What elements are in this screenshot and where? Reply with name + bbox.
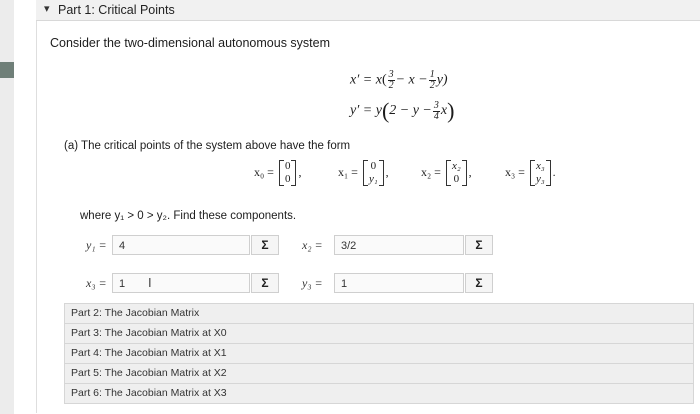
vector-x2: x₂ = x₂ 0 , [421, 160, 472, 185]
y3-field[interactable] [334, 273, 464, 293]
text-cursor-icon: I [148, 275, 152, 290]
parts-list [64, 303, 694, 404]
x3-input[interactable] [113, 275, 249, 293]
eq2-mid: 2 − y − [389, 103, 432, 119]
vector-x1: x₁ = 0 y₁ , [338, 160, 389, 185]
x2-sigma-button[interactable]: Σ [465, 235, 493, 255]
x1-label: x₁ = [338, 164, 358, 179]
part3-item[interactable]: Part 3: The Jacobian Matrix at X0 [64, 323, 694, 343]
x2-field[interactable] [334, 235, 464, 255]
x0-matrix: 0 0 [279, 160, 297, 186]
eq2-frac: $\frac{3}{4}$ [433, 99, 439, 122]
part-a-label: (a) The critical points of the system above have the form [64, 140, 351, 152]
collapse-caret-icon[interactable]: ▾ [44, 3, 50, 15]
part1-header[interactable] [36, 0, 700, 21]
eq1-frac1: $\frac{3}{2}$ [388, 69, 394, 91]
equation-y: y′ = y(2 − y − $\frac{3}{4}$ x) [350, 98, 455, 123]
eq1-lhs: x′ = x [350, 72, 382, 88]
x3-label: x₃ = [86, 276, 107, 290]
intro-text: Consider the two-dimensional autonomous system [50, 36, 330, 50]
y1-sigma-button[interactable]: Σ [251, 235, 279, 255]
x2-label: x₂ = [421, 164, 441, 179]
y1-label: y₁ = [86, 238, 107, 252]
vector-x0: x₀ = 0 0 , [254, 160, 302, 185]
x1-matrix: 0 y₁ [363, 160, 384, 186]
eq1-mid: − x − [395, 72, 428, 88]
y3-sigma-button[interactable]: Σ [465, 273, 493, 293]
x3-sigma-button[interactable]: Σ [251, 273, 279, 293]
y3-label: y₃ = [302, 276, 323, 290]
part6-item[interactable]: Part 6: The Jacobian Matrix at X3 [64, 383, 694, 404]
eq2-lhs: y′ = y [350, 103, 382, 119]
eq2-tail: x [440, 103, 448, 119]
part4-item[interactable]: Part 4: The Jacobian Matrix at X1 [64, 343, 694, 363]
eq1-tail: y) [436, 72, 448, 88]
x3-matrix: x₃ y₃ [530, 160, 551, 186]
x2-matrix: x₂ 0 [446, 160, 467, 186]
vector-x3: x₃ = x₃ y₃ . [505, 160, 556, 185]
x2-label: x₂ = [302, 238, 323, 252]
where-text: where y₁ > 0 > y₂. Find these components. [80, 210, 297, 222]
x3-label: x₃ = [505, 164, 525, 179]
equation-x: x′ = x( $\frac{3}{2}$ − x − $\frac{1}{2}$ y) [350, 69, 448, 91]
x3-field[interactable] [112, 273, 250, 293]
y3-input[interactable] [335, 275, 463, 293]
part1-title: Part 1: Critical Points [58, 3, 175, 17]
eq1-frac2: $\frac{1}{2}$ [429, 69, 435, 91]
x0-label: x₀ = [254, 164, 274, 179]
x2-input[interactable] [335, 237, 463, 255]
sidebar-marker[interactable] [0, 62, 14, 78]
part2-item[interactable]: Part 2: The Jacobian Matrix [64, 303, 694, 323]
y1-field[interactable] [112, 235, 250, 255]
y1-input[interactable] [113, 237, 249, 255]
part5-item[interactable]: Part 5: The Jacobian Matrix at X2 [64, 363, 694, 383]
